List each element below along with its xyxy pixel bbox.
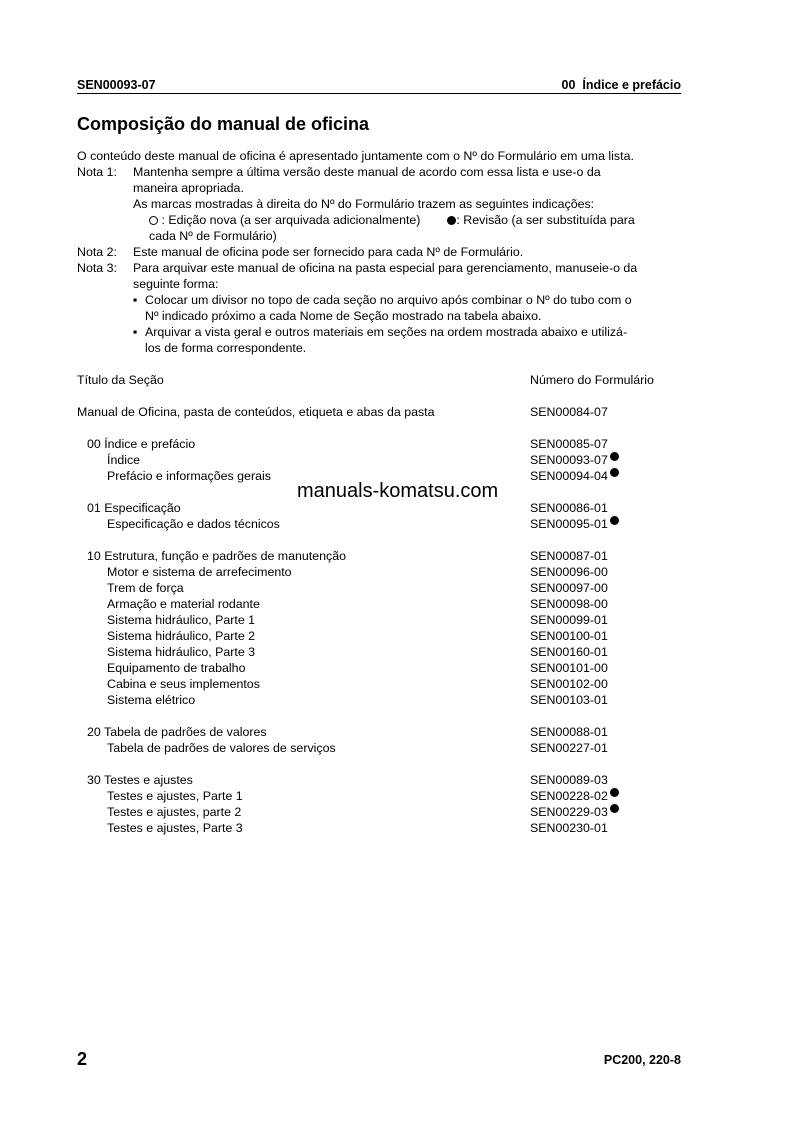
bullet-text: Arquivar a vista geral e outros materiais em seções na ordem mostrada abaixo e utilizá- bbox=[145, 325, 628, 339]
note-label: Nota 1: bbox=[77, 165, 117, 179]
table-row bbox=[77, 580, 687, 596]
bullet-text: Colocar um divisor no topo de cada seção no arquivo após combinar o Nº do tubo com o bbox=[145, 293, 632, 307]
bullet-icon: ▪ bbox=[133, 293, 138, 307]
note-text: seguinte forma: bbox=[133, 277, 219, 291]
page-number: 2 bbox=[77, 1049, 88, 1069]
form-number: SEN00093-07 bbox=[530, 453, 608, 467]
form-number: SEN00089-03 bbox=[530, 773, 608, 787]
form-number: SEN00230-01 bbox=[530, 821, 608, 835]
table-row bbox=[77, 452, 687, 468]
section-table bbox=[77, 372, 687, 836]
section-title: 10 Estrutura, função e padrões de manutenção bbox=[87, 549, 346, 563]
table-row bbox=[77, 676, 687, 692]
section-title: Sistema elétrico bbox=[107, 693, 196, 707]
section-title: Equipamento de trabalho bbox=[107, 661, 246, 675]
table-row bbox=[77, 404, 687, 420]
table-row bbox=[77, 788, 687, 804]
section-title: 00 Índice e prefácio bbox=[87, 437, 196, 451]
table-row bbox=[77, 596, 687, 612]
form-number: SEN00096-00 bbox=[530, 565, 608, 579]
revision-icon bbox=[610, 452, 619, 461]
section-title: Índice bbox=[107, 453, 141, 467]
form-number: SEN00160-01 bbox=[530, 645, 608, 659]
spacer bbox=[77, 420, 687, 436]
section-title: Prefácio e informações gerais bbox=[107, 469, 271, 483]
section-title: Cabina e seus implementos bbox=[107, 677, 260, 691]
section-title: Sistema hidráulico, Parte 2 bbox=[107, 629, 256, 643]
section-title: Manual de Oficina, pasta de conteúdos, etiqueta e abas da pasta bbox=[77, 405, 435, 419]
intro-notes bbox=[77, 148, 687, 356]
revision-icon bbox=[610, 804, 619, 813]
form-number: SEN00087-01 bbox=[530, 549, 608, 563]
section-title: Especificação e dados técnicos bbox=[107, 517, 280, 531]
table-row bbox=[77, 820, 687, 836]
section-title: Tabela de padrões de valores de serviços bbox=[107, 741, 336, 755]
form-number: SEN00097-00 bbox=[530, 581, 608, 595]
table-row bbox=[77, 564, 687, 580]
table-row bbox=[77, 692, 687, 708]
spacer bbox=[77, 532, 687, 548]
legend bbox=[77, 212, 687, 228]
form-number: SEN00099-01 bbox=[530, 613, 608, 627]
revision-icon bbox=[610, 788, 619, 797]
bullet-text: los de forma correspondente. bbox=[145, 341, 307, 355]
table-row bbox=[77, 644, 687, 660]
form-number: SEN00103-01 bbox=[530, 693, 608, 707]
section-title: 01 Especificação bbox=[87, 501, 181, 515]
form-number: SEN00102-00 bbox=[530, 677, 608, 691]
form-number: SEN00229-03 bbox=[530, 805, 608, 819]
note-text: Mantenha sempre a última versão deste manual de acordo com essa lista e use-o da bbox=[133, 165, 601, 179]
form-number: SEN00095-01 bbox=[530, 517, 608, 531]
section-header: 00 Índice e prefácio bbox=[561, 78, 681, 92]
section-title: 20 Tabela de padrões de valores bbox=[87, 725, 267, 739]
note-text: maneira apropriada. bbox=[133, 181, 244, 195]
note-text: cada Nº de Formulário) bbox=[149, 229, 277, 243]
section-title: Testes e ajustes, Parte 1 bbox=[107, 789, 243, 803]
form-number: SEN00086-01 bbox=[530, 501, 608, 515]
form-number: SEN00088-01 bbox=[530, 725, 608, 739]
note-text: Este manual de oficina pode ser fornecido para cada Nº de Formulário. bbox=[133, 245, 524, 259]
form-number: SEN00084-07 bbox=[530, 405, 608, 419]
bullet-icon: ▪ bbox=[133, 325, 138, 339]
table-row bbox=[77, 804, 687, 820]
section-title: Trem de força bbox=[107, 581, 184, 595]
table-row bbox=[77, 548, 687, 564]
form-number: SEN00098-00 bbox=[530, 597, 608, 611]
section-title: Testes e ajustes, Parte 3 bbox=[107, 821, 243, 835]
form-number: SEN00228-02 bbox=[530, 789, 608, 803]
col-header-form: Número do Formulário bbox=[530, 373, 654, 387]
table-row bbox=[77, 612, 687, 628]
table-row bbox=[77, 516, 687, 532]
form-number: SEN00101-00 bbox=[530, 661, 608, 675]
table-row bbox=[77, 660, 687, 676]
section-title: Armação e material rodante bbox=[107, 597, 260, 611]
table-row bbox=[77, 724, 687, 740]
table-row bbox=[77, 740, 687, 756]
col-header-title: Título da Seção bbox=[77, 373, 164, 387]
page-title: Composição do manual de oficina bbox=[77, 114, 370, 134]
table-row bbox=[77, 436, 687, 452]
watermark: manuals-komatsu.com bbox=[297, 480, 499, 502]
note-label: Nota 3: bbox=[77, 261, 117, 275]
intro-text: O conteúdo deste manual de oficina é apresentado juntamente com o Nº do Formulário em uma lista. bbox=[77, 149, 634, 163]
note-text: As marcas mostradas à direita do Nº do Formulário trazem as seguintes indicações: bbox=[133, 197, 595, 211]
spacer bbox=[77, 756, 687, 772]
section-title: Motor e sistema de arrefecimento bbox=[107, 565, 292, 579]
model-name: PC200, 220-8 bbox=[603, 1053, 681, 1067]
table-header bbox=[77, 372, 687, 388]
doc-code: SEN00093-07 bbox=[77, 78, 156, 92]
section-title: Sistema hidráulico, Parte 1 bbox=[107, 613, 256, 627]
form-number: SEN00094-04 bbox=[530, 469, 608, 483]
section-title: Testes e ajustes, parte 2 bbox=[107, 805, 242, 819]
form-number: SEN00100-01 bbox=[530, 629, 608, 643]
section-title: 30 Testes e ajustes bbox=[87, 773, 193, 787]
table-row bbox=[77, 628, 687, 644]
legend-new: : Edição nova (a ser arquivada adicionalmente) bbox=[158, 213, 421, 227]
section-title: Sistema hidráulico, Parte 3 bbox=[107, 645, 256, 659]
revision-icon bbox=[610, 468, 619, 477]
legend-revision: : Revisão (a ser substituída para bbox=[456, 213, 635, 227]
bullet-text: Nº indicado próximo a cada Nome de Seção mostrado na tabela abaixo. bbox=[145, 309, 542, 323]
form-number: SEN00085-07 bbox=[530, 437, 608, 451]
note-label: Nota 2: bbox=[77, 245, 117, 259]
table-row bbox=[77, 772, 687, 788]
form-number: SEN00227-01 bbox=[530, 741, 608, 755]
header-rule bbox=[77, 93, 681, 94]
spacer bbox=[77, 708, 687, 724]
revision-icon bbox=[610, 516, 619, 525]
note-text: Para arquivar este manual de oficina na pasta especial para gerenciamento, manuseie-o da bbox=[133, 261, 638, 275]
new-edition-icon bbox=[149, 216, 158, 225]
